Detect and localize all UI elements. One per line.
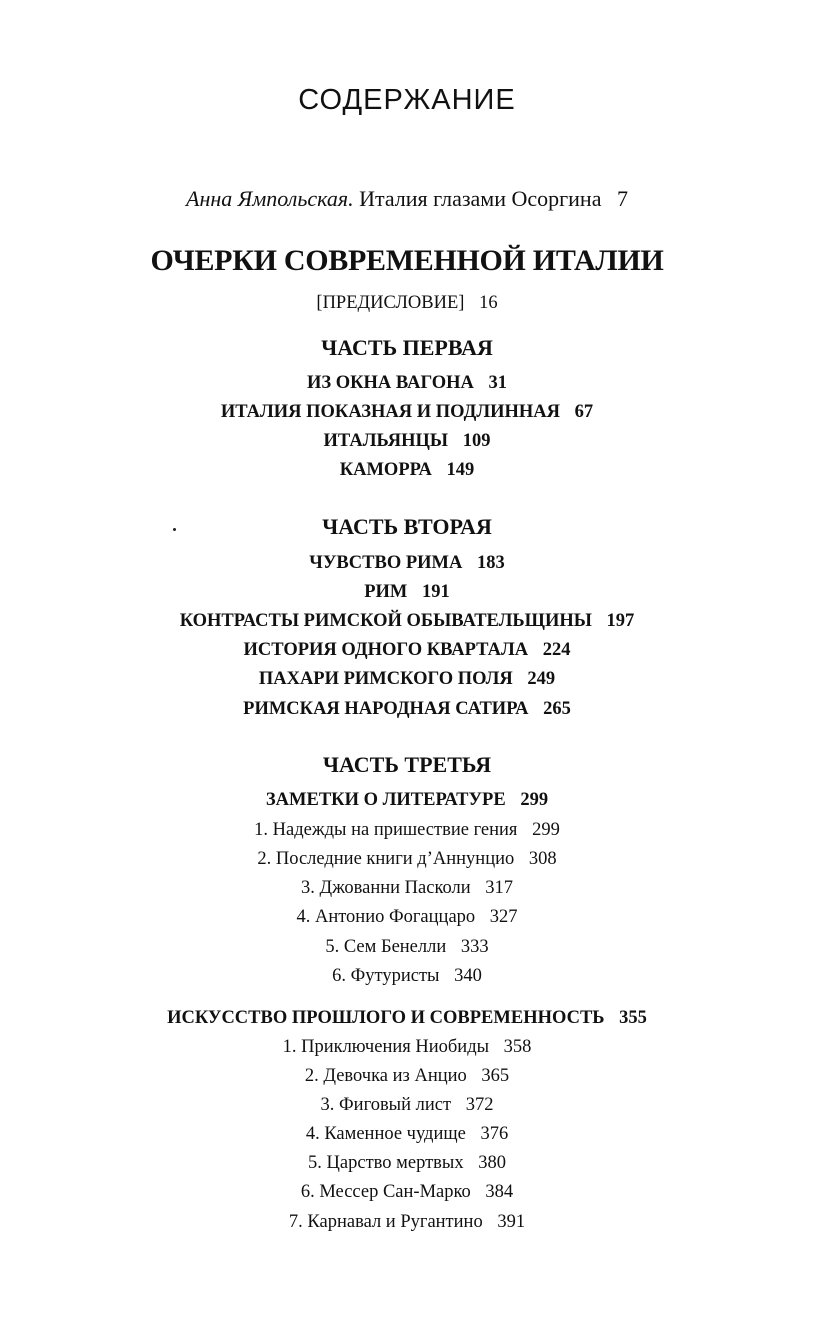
toc-entry: [0, 583, 814, 602]
toc-entry: [0, 700, 814, 719]
section-title: ИСКУССТВО ПРОШЛОГО И СОВРЕМЕННОСТЬ: [167, 1008, 605, 1028]
entry-title: 5. Сем Бенелли: [325, 937, 447, 957]
entry-page: 265: [543, 699, 571, 719]
entry-title: 1. Приключения Ниобиды: [282, 1037, 490, 1057]
entry-page: 333: [460, 937, 489, 957]
toc-subentry: [0, 821, 814, 840]
toc-entry: [0, 461, 814, 480]
entry-title: 4. Антонио Фогаццаро: [296, 907, 476, 927]
intro-page: 7: [616, 186, 628, 211]
toc-entry: [0, 670, 814, 689]
entry-page: 327: [489, 907, 518, 927]
toc-subentry: [0, 908, 814, 927]
entry-title: ЧУВСТВО РИМА: [309, 553, 463, 573]
toc-subentry: [0, 1213, 814, 1232]
preface-title: [ПРЕДИСЛОВИЕ]: [316, 293, 465, 313]
toc-subentry: [0, 1125, 814, 1144]
section-page: 355: [619, 1008, 647, 1028]
toc-subentry: [0, 1183, 814, 1202]
entry-page: 391: [497, 1212, 526, 1232]
entry-title: 6. Мессер Сан-Марко: [300, 1182, 471, 1202]
entry-page: 149: [446, 460, 475, 480]
toc-entry: [0, 374, 814, 393]
toc-entry: [0, 554, 814, 573]
entry-page: 358: [503, 1037, 532, 1057]
toc-subentry: [0, 1096, 814, 1115]
entry-page: 384: [485, 1182, 514, 1202]
entry-page: 197: [606, 611, 635, 631]
entry-page: 191: [422, 582, 450, 602]
entry-title: 2. Последние книги д’Аннунцио: [257, 849, 515, 869]
entry-title: 6. Футуристы: [332, 966, 440, 986]
entry-title: РИМСКАЯ НАРОДНАЯ САТИРА: [243, 699, 529, 719]
entry-title: ИЗ ОКНА ВАГОНА: [306, 373, 474, 393]
entry-page: 380: [478, 1153, 506, 1173]
toc-subentry: [0, 850, 814, 869]
toc-entry-preface: [0, 294, 814, 313]
intro-title: Италия глазами Осоргина: [359, 186, 602, 211]
entry-title: 3. Фиговый лист: [320, 1095, 452, 1115]
entry-title: ИТАЛИЯ ПОКАЗНАЯ И ПОДЛИННАЯ: [220, 402, 561, 422]
toc-subentry: [0, 879, 814, 898]
entry-title: КАМОРРА: [339, 460, 432, 480]
intro-author: Анна Ямпольская.: [186, 186, 354, 211]
entry-page: 249: [527, 669, 556, 689]
section-title: ЗАМЕТКИ О ЛИТЕРАТУРЕ: [265, 790, 506, 810]
entry-title: 5. Царство мертвых: [308, 1153, 464, 1173]
entry-title: КОНТРАСТЫ РИМСКОЙ ОБЫВАТЕЛЬЩИНЫ: [179, 611, 592, 631]
toc-entry: [0, 641, 814, 660]
entry-title: 1. Надежды на пришествие гения: [254, 820, 518, 840]
entry-title: ИТАЛЬЯНЦЫ: [323, 431, 449, 451]
entry-page: 317: [485, 878, 514, 898]
toc-entry: [0, 612, 814, 631]
toc-subentry: [0, 938, 814, 957]
part-two-title: ЧАСТЬ ВТОРАЯ: [322, 514, 492, 539]
entry-title: 4. Каменное чудище: [305, 1124, 466, 1144]
toc-subentry: [0, 1067, 814, 1086]
toc-section-art: [0, 1009, 814, 1028]
toc-section-literature: [0, 791, 814, 810]
entry-page: 31: [488, 373, 508, 393]
entry-page: 224: [542, 640, 571, 660]
entry-page: 183: [476, 553, 505, 573]
toc-entry-intro: [0, 188, 814, 210]
entry-title: РИМ: [364, 582, 408, 602]
part-one-title: ЧАСТЬ ПЕРВАЯ: [321, 335, 493, 360]
entry-page: 372: [465, 1095, 494, 1115]
entry-title: ПАХАРИ РИМСКОГО ПОЛЯ: [258, 669, 513, 689]
section-page: 299: [520, 790, 549, 810]
part-three-title: ЧАСТЬ ТРЕТЬЯ: [322, 752, 492, 777]
entry-page: 365: [481, 1066, 510, 1086]
toc-subentry: [0, 1154, 814, 1173]
entry-title: 7. Карнавал и Ругантино: [288, 1212, 483, 1232]
page-title: СОДЕРЖАНИЕ: [298, 84, 516, 116]
entry-title: 3. Джованни Пасколи: [300, 878, 471, 898]
entry-title: ИСТОРИЯ ОДНОГО КВАРТАЛА: [243, 640, 529, 660]
toc-entry: [0, 432, 814, 451]
entry-page: 109: [462, 431, 491, 451]
entry-title: 2. Девочка из Анцио: [304, 1066, 467, 1086]
entry-page: 308: [528, 849, 557, 869]
book-title: ОЧЕРКИ СОВРЕМЕННОЙ ИТАЛИИ: [150, 244, 664, 277]
entry-page: 299: [532, 820, 560, 840]
entry-page: 67: [574, 402, 594, 422]
toc-subentry: [0, 967, 814, 986]
preface-page: 16: [479, 293, 498, 313]
toc-entry: [0, 403, 814, 422]
entry-page: 340: [454, 966, 482, 986]
toc-subentry: [0, 1038, 814, 1057]
entry-page: 376: [480, 1124, 509, 1144]
